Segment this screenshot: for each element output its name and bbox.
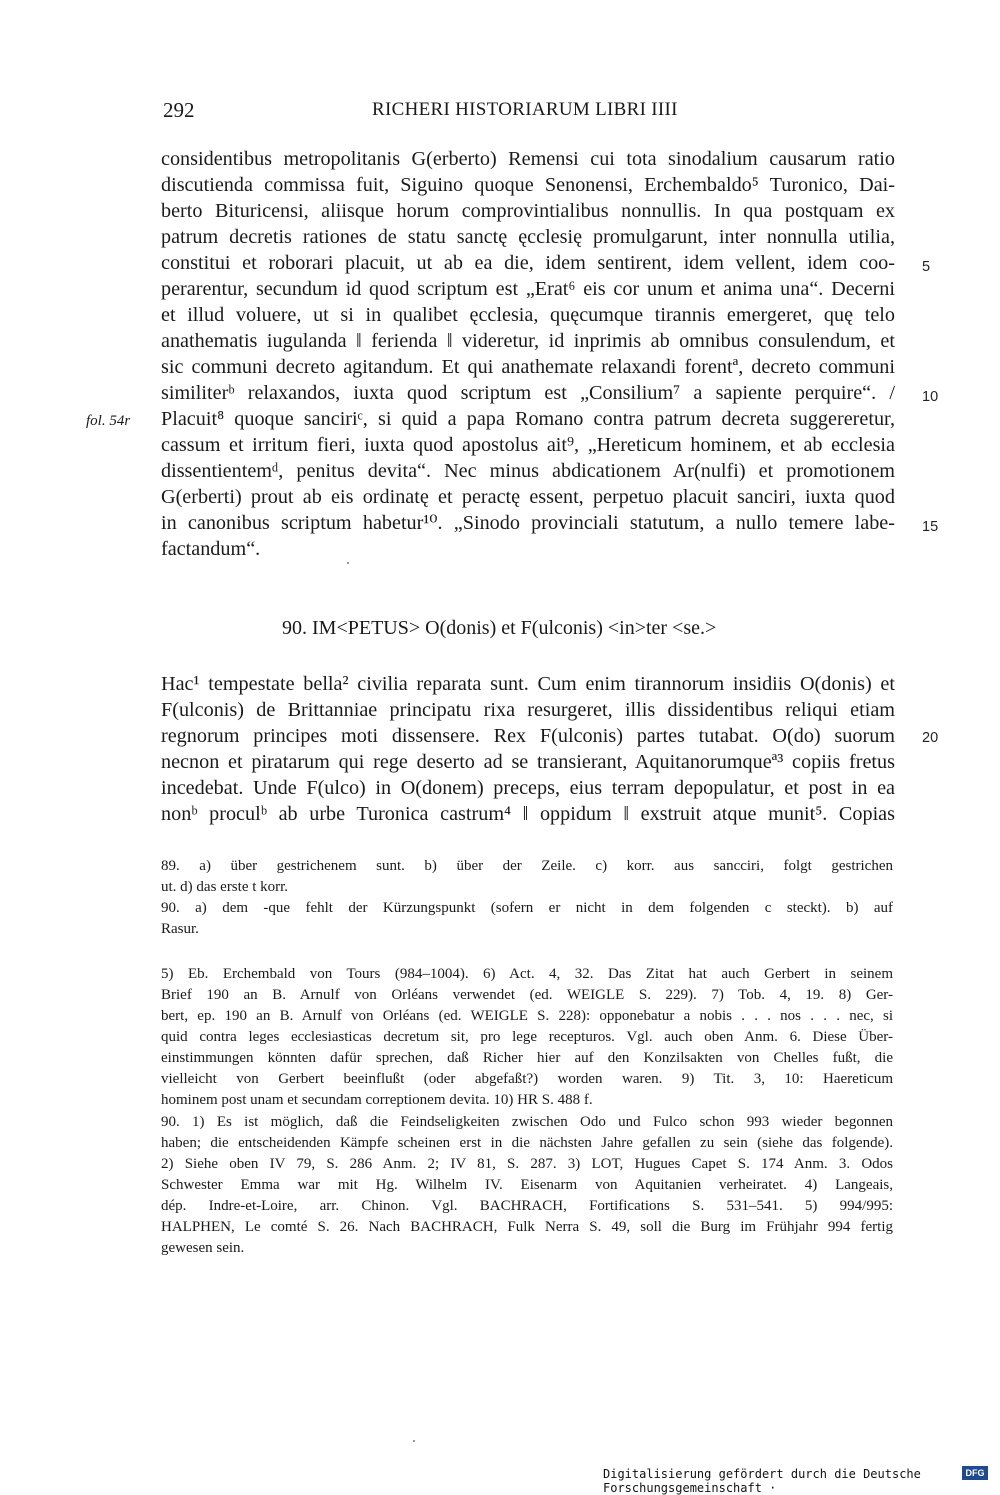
text-line: Placuit⁸ quoque sanciriᶜ, si quid a papa Romano contra patrum decreta suggereretur, bbox=[161, 408, 895, 430]
line-number: 10 bbox=[922, 389, 939, 405]
text-line: berto Bituricensi, aliisque horum comprovintialibus nonnullis. In qua postquam ex bbox=[161, 200, 895, 222]
commentary-line: hominem post unam et secundam correptionem devita. 10) HR S. 488 f. bbox=[161, 1092, 593, 1108]
text-line: constitui et roborari placuit, ut ab ea die, idem sentirent, idem vellent, idem coo- bbox=[161, 252, 895, 274]
line-number: 15 bbox=[922, 519, 939, 535]
commentary-line: 2) Siehe oben IV 79, S. 286 Anm. 2; IV 81, S. 287. 3) LOT, Hugues Capet S. 174 Anm. 3. Odos bbox=[161, 1156, 893, 1172]
running-title: RICHERI HISTORIARUM LIBRI IIII bbox=[372, 99, 678, 120]
commentary-line: vielleicht von Gerbert beeinflußt (oder abgefaßt?) worden waren. 9) Tit. 3, 10: Haereticum bbox=[161, 1071, 893, 1087]
apparatus-line: 89. a) über gestrichenem sunt. b) über der Zeile. c) korr. aus sancciri, folgt gestrichen bbox=[161, 858, 893, 874]
text-line: G(erberti) prout ab eis ordinatę et peractę essent, perpetuo placuit sanciri, iuxta quod bbox=[161, 486, 895, 508]
text-line: discutienda commissa fuit, Siguino quoque Senonensi, Erchembaldo⁵ Turonico, Dai- bbox=[161, 174, 895, 196]
scan-speck bbox=[347, 562, 349, 564]
commentary-line: Brief 190 an B. Arnulf von Orléans verwendet (ed. WEIGLE S. 229). 7) Tob. 4, 19. 8) Ger- bbox=[161, 987, 893, 1003]
dfg-logo: DFG bbox=[962, 1466, 988, 1480]
text-line: perarentur, secundum id quod scriptum est „Erat⁶ eis cor unum et anima una“. Decerni bbox=[161, 278, 895, 300]
commentary-line: haben; die entscheidenden Kämpfe scheinen erst in die nächsten Jahre gefallen zu sein (siehe das folgende). bbox=[161, 1135, 893, 1151]
text-line: patrum decretis rationes de statu sanctę ęcclesię promulgarunt, inter nonnulla utilia, bbox=[161, 226, 895, 248]
commentary-line: bert, ep. 190 an B. Arnulf von Orléans (ed. WEIGLE S. 228): opponebatur a nobis . . . nos . . . nec, si bbox=[161, 1008, 893, 1024]
line-number: 20 bbox=[922, 730, 939, 746]
folio-margin-note: fol. 54r bbox=[86, 413, 131, 429]
commentary-line: einstimmungen könnten dafür sprechen, daß Richer hier auf den Konzilsakten von Chelles fußt, die bbox=[161, 1050, 893, 1066]
apparatus-line: ut. d) das erste t korr. bbox=[161, 879, 289, 895]
commentary-line: 5) Eb. Erchembald von Tours (984–1004). 6) Act. 4, 32. Das Zitat hat auch Gerbert in seinem bbox=[161, 966, 893, 982]
text-line: in canonibus scriptum habetur¹⁰. „Sinodo provinciali statutum, a nullo temere labe- bbox=[161, 512, 895, 534]
apparatus-line: Rasur. bbox=[161, 921, 199, 937]
apparatus-line: 90. a) dem -que fehlt der Kürzungspunkt (sofern er nicht in dem folgenden c steckt). b) auf bbox=[161, 900, 893, 916]
commentary-line: HALPHEN, Le comté S. 26. Nach BACHRACH, Fulk Nerra S. 49, soll die Burg im Frühjahr 994 fertig bbox=[161, 1219, 893, 1235]
commentary-line: dép. Indre-et-Loire, arr. Chinon. Vgl. BACHRACH, Fortifications S. 531–541. 5) 994/995: bbox=[161, 1198, 893, 1214]
commentary-line: 90. 1) Es ist möglich, daß die Feindseligkeiten zwischen Odo und Fulco schon 993 wieder begonnen bbox=[161, 1114, 893, 1130]
text-line: nonᵇ proculᵇ ab urbe Turonica castrum⁴ ‖ oppidum ‖ exstruit atque munit⁵. Copias bbox=[161, 803, 895, 825]
commentary-line: Schwester Emma war mit Hg. Wilhelm IV. Eisenarm von Aquitanien verheiratet. 4) Langeais, bbox=[161, 1177, 893, 1193]
commentary-line: quid contra leges ecclesiasticas decretum sit, pro lege recepturos. Vgl. auch oben Anm. 6. Diese Über- bbox=[161, 1029, 893, 1045]
text-line: similiterᵇ relaxandos, iuxta quod scriptum est „Consilium⁷ a sapiente perquire“. / bbox=[161, 382, 895, 404]
text-line: necnon et piratarum qui rege deserto ad se transierant, Aquitanorumqueª³ copiis fretus bbox=[161, 751, 895, 773]
text-line: sic communi decreto agitandum. Et qui anathemate relaxandi forentª, decreto communi bbox=[161, 356, 895, 378]
text-line: cassum et irritum fieri, iuxta quod apostolus ait⁹, „Hereticum hominem, et ab ecclesia bbox=[161, 434, 895, 456]
text-line: anathematis iugulanda ‖ ferienda ‖ videretur, id inprimis ab omnibus consulendum, et bbox=[161, 330, 895, 352]
commentary-line: gewesen sein. bbox=[161, 1240, 245, 1256]
text-line: incedebat. Unde F(ulco) in O(donem) preceps, eius terram depopulatur, et post in ea bbox=[161, 777, 895, 799]
text-line: considentibus metropolitanis G(erberto) Remensi cui tota sinodalium causarum ratio bbox=[161, 148, 895, 170]
text-line: factandum“. bbox=[161, 538, 261, 560]
text-line: et illud voluere, ut si in qualibet ęcclesia, quęcumque tirannis emergeret, quę telo bbox=[161, 304, 895, 326]
text-line: F(ulconis) de Brittanniae principatu rixa resurgeret, illis dissidentibus reliqui etiam bbox=[161, 699, 895, 721]
text-line: Hac¹ tempestate bella² civilia reparata sunt. Cum enim tirannorum insidiis O(donis) et bbox=[161, 673, 895, 695]
page-number: 292 bbox=[163, 98, 195, 122]
digitization-credit: Digitalisierung gefördert durch die Deutsche Forschungsgemeinschaft · bbox=[603, 1467, 921, 1495]
line-number: 5 bbox=[922, 259, 931, 275]
section-heading: 90. IM<PETUS> O(donis) et F(ulconis) <in>ter <se.> bbox=[282, 617, 717, 639]
text-line: dissentientemᵈ, penitus devita“. Nec minus abdicationem Ar(nulfi) et promotionem bbox=[161, 460, 895, 482]
scan-speck bbox=[413, 1440, 415, 1442]
text-line: regnorum principes moti dissensere. Rex F(ulconis) partes tutabat. O(do) suorum bbox=[161, 725, 895, 747]
